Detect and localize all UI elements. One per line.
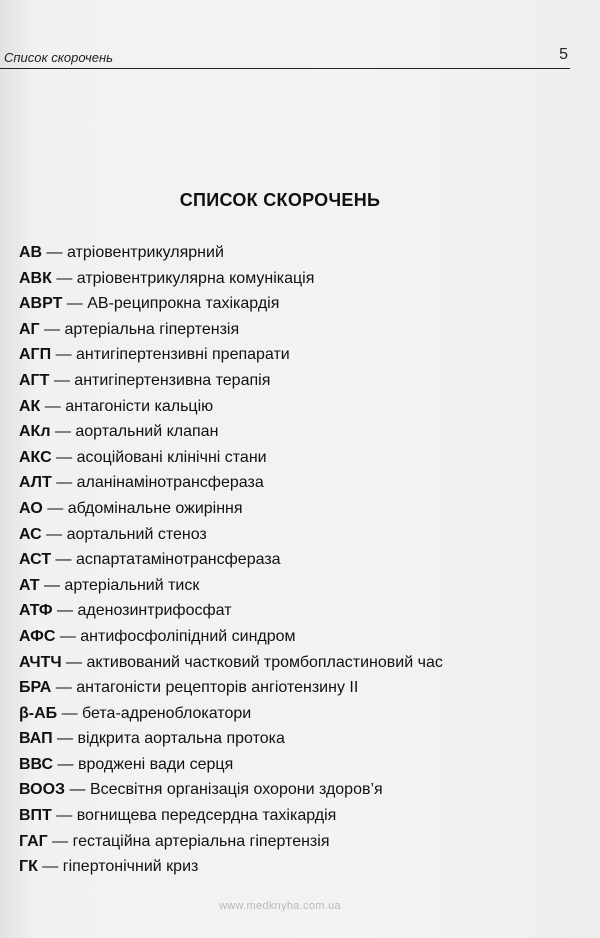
abbreviation-term: АТ (19, 576, 40, 594)
abbreviation-term: ГАГ (19, 832, 48, 850)
abbreviation-definition: активований частковий тромбопластиновий час (86, 653, 443, 671)
abbreviation-term: АВК (19, 269, 52, 287)
abbreviation-term: АГ (19, 320, 40, 338)
abbreviation-term: АК (19, 397, 41, 415)
abbreviation-definition: аланінамінотрансфераза (76, 474, 264, 492)
abbreviation-definition: артеріальний тиск (64, 576, 200, 594)
abbreviation-definition: АВ-реципрокна тахікардія (87, 295, 280, 313)
abbreviation-entry (19, 547, 579, 573)
abbreviation-entry (19, 394, 579, 420)
dash-separator: — (55, 627, 81, 645)
abbreviation-entry (19, 701, 579, 727)
abbreviation-entry (19, 470, 579, 496)
abbreviation-entry (19, 240, 579, 266)
abbreviation-entry (19, 675, 579, 701)
running-header (0, 46, 570, 69)
abbreviation-entry (19, 650, 579, 676)
dash-separator: — (53, 755, 78, 773)
dash-separator: — (51, 551, 76, 569)
abbreviation-entry (19, 266, 579, 292)
abbreviation-definition: антигіпертензивні препарати (76, 346, 290, 364)
abbreviation-term: АТФ (19, 602, 53, 620)
abbreviation-definition: бета-адреноблокатори (82, 704, 252, 722)
dash-separator: — (40, 397, 66, 415)
abbreviation-term: ГК (19, 858, 38, 876)
page-title: СПИСОК СКОРОЧЕНЬ (179, 190, 381, 210)
abbreviation-term: β-АБ (19, 704, 58, 722)
abbreviation-term: АЛТ (19, 474, 52, 492)
abbreviation-definition: артеріальна гіпертензія (64, 320, 240, 338)
dash-separator: — (52, 730, 78, 748)
abbreviation-entry (19, 368, 579, 394)
abbreviation-definition: вогнищева передсердна тахікардія (76, 807, 337, 825)
dash-separator: — (61, 653, 87, 671)
abbreviation-term: ВООЗ (19, 781, 66, 799)
dash-separator: — (52, 602, 78, 620)
abbreviation-entry (19, 777, 579, 803)
abbreviation-term: АС (19, 525, 42, 543)
abbreviation-entry (19, 317, 579, 343)
abbreviation-definition: антагоністи кальцію (65, 397, 214, 415)
abbreviation-definition: гестаційна артеріальна гіпертензія (72, 832, 330, 850)
abbreviation-entry (19, 854, 579, 880)
dash-separator: — (51, 448, 77, 466)
dash-separator: — (51, 807, 77, 825)
dash-separator: — (37, 858, 63, 876)
abbreviation-term: АГП (19, 346, 52, 364)
abbreviation-term: АКС (19, 448, 52, 466)
dash-separator: — (51, 679, 77, 697)
abbreviation-entry (19, 829, 579, 855)
abbreviation-definition: вроджені вади серця (77, 755, 234, 773)
dash-separator: — (39, 320, 65, 338)
abbreviation-entry (19, 803, 579, 829)
dash-separator: — (39, 576, 65, 594)
abbreviation-entry (19, 342, 579, 368)
abbreviation-definition: антигіпертензивна терапія (74, 371, 271, 389)
abbreviation-entry (19, 726, 579, 752)
abbreviation-definition: аортальний стеноз (66, 525, 207, 543)
dash-separator: — (62, 295, 88, 313)
abbreviation-definition: Всесвітня організація охорони здоров’я (89, 781, 383, 799)
abbreviation-term: АВРТ (19, 295, 63, 313)
abbreviation-definition: відкрита аортальна протока (77, 730, 285, 748)
dash-separator: — (49, 371, 75, 389)
dash-separator: — (65, 781, 90, 799)
dash-separator: — (42, 499, 68, 517)
abbreviation-term: БРА (19, 679, 52, 697)
abbreviation-term: АКл (19, 423, 51, 441)
abbreviation-definition: антифосфоліпідний синдром (80, 627, 296, 645)
page-number: 5 (559, 46, 568, 63)
abbreviation-term: АФС (19, 627, 56, 645)
abbreviation-list (19, 240, 579, 880)
abbreviation-definition: асоційовані клінічні стани (76, 448, 267, 466)
abbreviation-entry (19, 522, 579, 548)
dash-separator: — (57, 704, 83, 722)
abbreviation-entry (19, 598, 579, 624)
abbreviation-entry (19, 291, 579, 317)
abbreviation-entry (19, 419, 579, 445)
abbreviation-entry (19, 752, 579, 778)
abbreviation-term: ВПТ (19, 807, 52, 825)
dash-separator: — (51, 474, 77, 492)
abbreviation-term: ВАП (19, 730, 53, 748)
footer-watermark: www.medknyha.com.ua (219, 900, 341, 912)
abbreviation-entry (19, 445, 579, 471)
abbreviation-definition: аденозинтрифосфат (77, 602, 232, 620)
abbreviation-definition: абдомінальне ожиріння (67, 499, 243, 517)
abbreviation-definition: атріовентрикулярна комунікація (76, 269, 315, 287)
abbreviation-entry (19, 573, 579, 599)
abbreviation-term: АВ (19, 244, 43, 261)
dash-separator: — (50, 423, 76, 441)
abbreviation-definition: аспартатамінотрансфераза (75, 551, 281, 569)
dash-separator: — (42, 244, 67, 261)
abbreviation-entry (19, 624, 579, 650)
abbreviation-term: АГТ (19, 371, 50, 389)
abbreviation-term: АО (19, 499, 43, 517)
dash-separator: — (47, 832, 73, 850)
abbreviation-definition: аортальний клапан (75, 423, 219, 441)
abbreviation-entry (19, 496, 579, 522)
abbreviation-term: АЧТЧ (19, 653, 62, 671)
abbreviation-definition: гіпертонічний криз (62, 858, 199, 876)
abbreviation-definition: атріовентрикулярний (67, 244, 224, 261)
dash-separator: — (41, 525, 67, 543)
abbreviation-term: ВВС (19, 755, 54, 773)
abbreviation-term: АСТ (19, 551, 52, 569)
running-title: Список скорочень (4, 50, 113, 65)
dash-separator: — (51, 269, 77, 287)
dash-separator: — (51, 346, 77, 364)
abbreviation-definition: антагоністи рецепторів ангіотензину II (76, 679, 359, 697)
